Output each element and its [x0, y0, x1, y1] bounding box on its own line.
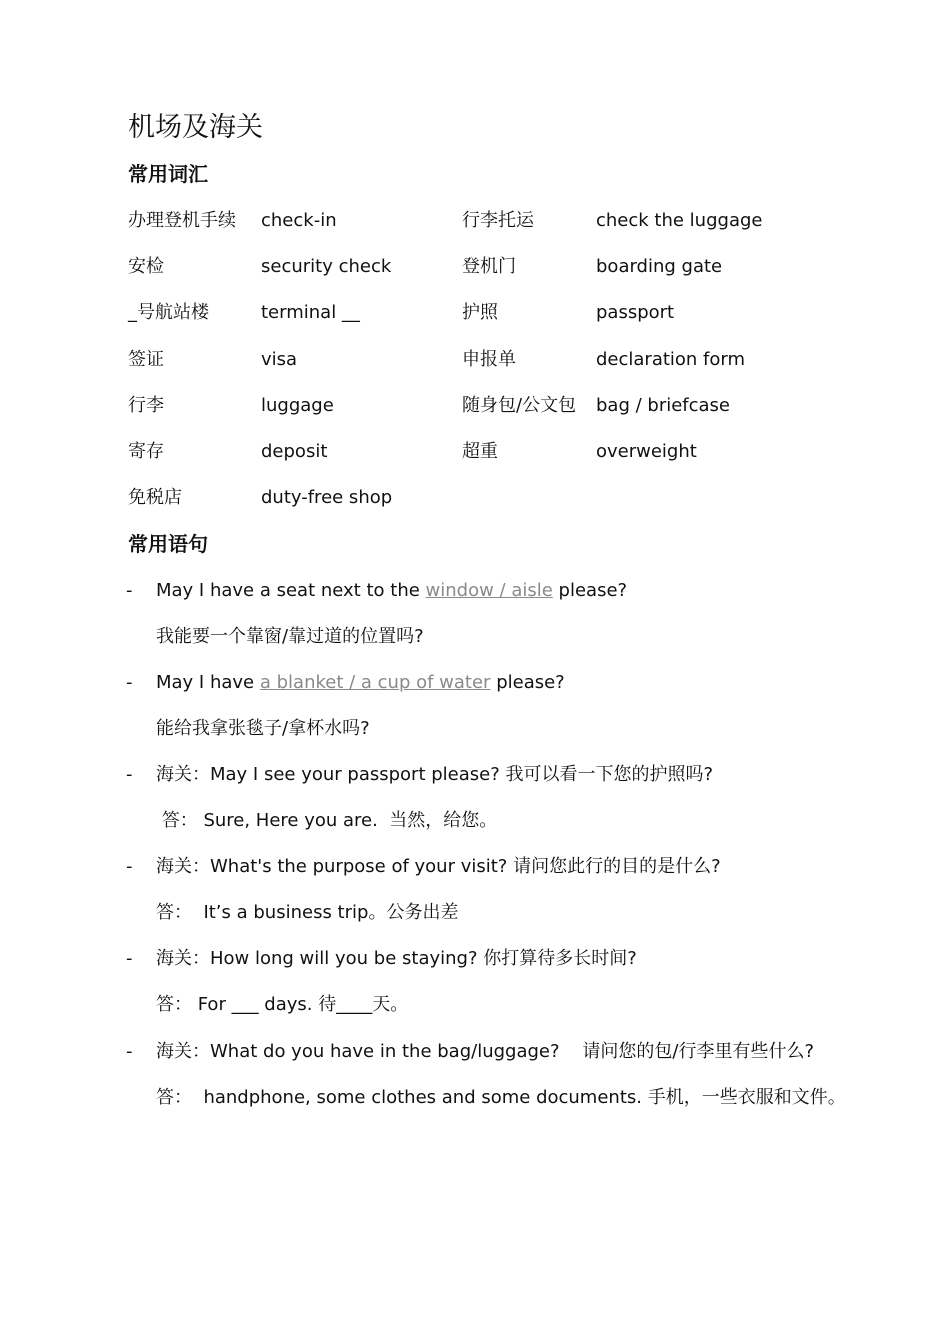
phrase-en — [156, 668, 565, 698]
vocab-row — [128, 206, 848, 252]
vocab-zh: 寄存 — [128, 440, 164, 462]
vocab-zh: 行李 — [128, 394, 164, 416]
vocab-zh: 随身包/公文包 — [462, 394, 577, 416]
bullet-dash: - — [126, 672, 133, 693]
vocab-en: boarding gate — [596, 256, 723, 278]
vocab-zh: 行李托运 — [462, 210, 534, 231]
vocab-zh: 登机门 — [462, 256, 516, 278]
vocab-zh: 护照 — [462, 302, 498, 324]
vocab-zh: 签证 — [128, 348, 164, 370]
answer: 答： Sure, Here you are. 当然，给您。 — [156, 810, 498, 831]
bullet-dash: - — [126, 856, 133, 877]
bullet-dash: - — [126, 1041, 133, 1062]
phrase-text: please? — [552, 580, 628, 601]
bullet-dash: - — [126, 764, 133, 785]
bullet-dash: - — [126, 948, 133, 969]
phrase-translation: 我能要一个靠窗/靠过道的位置吗? — [156, 626, 424, 647]
vocab-heading: 常用词汇 — [128, 162, 208, 186]
bullet-dash: - — [126, 580, 133, 601]
phrase-option: a blanket / a cup of water — [259, 672, 491, 693]
vocab-en: overweight — [596, 440, 697, 462]
vocab-zh: 超重 — [462, 440, 498, 462]
vocab-row — [128, 252, 848, 298]
vocab-table — [128, 206, 848, 529]
vocab-zh: 申报单 — [462, 348, 516, 370]
vocab-row — [128, 298, 848, 344]
phrases-heading: 常用语句 — [128, 532, 208, 556]
vocab-en: check the luggage — [596, 210, 763, 231]
vocab-zh: 办理登机手续 — [128, 210, 236, 231]
vocab-row — [128, 437, 848, 483]
vocab-zh: 免税店 — [128, 487, 182, 509]
phrase-en — [156, 576, 627, 606]
customs-question: 海关：How long will you be staying? 你打算待多长时间? — [156, 948, 637, 969]
phrase-translation: 能给我拿张毯子/拿杯水吗? — [156, 718, 370, 739]
vocab-row — [128, 345, 848, 391]
vocab-en: visa — [261, 348, 298, 370]
answer: 答： handphone, some clothes and some documents. 手机，一些衣服和文件。 — [156, 1087, 846, 1108]
vocab-en: passport — [596, 302, 675, 324]
vocab-en: duty-free shop — [261, 487, 393, 509]
vocab-row — [128, 391, 848, 437]
vocab-en: bag / briefcase — [596, 394, 731, 416]
vocab-en: deposit — [261, 440, 328, 462]
phrase-text: May I have — [156, 672, 260, 693]
answer: 答： For ___ days. 待____天。 — [156, 994, 409, 1015]
phrase-text: May I have a seat next to the — [156, 580, 426, 601]
page-title: 机场及海关 — [128, 112, 263, 143]
customs-question: 海关：What's the purpose of your visit? 请问您此行的目的是什么? — [156, 856, 721, 877]
vocab-zh: _号航站楼 — [128, 302, 209, 324]
customs-question: 海关：May I see your passport please? 我可以看一下您的护照吗? — [156, 764, 714, 785]
customs-question: 海关：What do you have in the bag/luggage? 请问您的包/行李里有些什么? — [156, 1041, 815, 1062]
vocab-en: security check — [261, 256, 392, 278]
vocab-row — [128, 483, 848, 529]
vocab-en: declaration form — [596, 348, 746, 370]
vocab-zh: 安检 — [128, 256, 164, 278]
vocab-en: terminal __ — [261, 302, 360, 324]
phrase-text: please? — [490, 672, 565, 693]
answer: 答： It’s a business trip。公务出差 — [156, 902, 459, 923]
vocab-en: luggage — [261, 394, 334, 416]
vocab-en: check-in — [261, 210, 337, 231]
phrase-option: window / aisle — [425, 580, 553, 601]
